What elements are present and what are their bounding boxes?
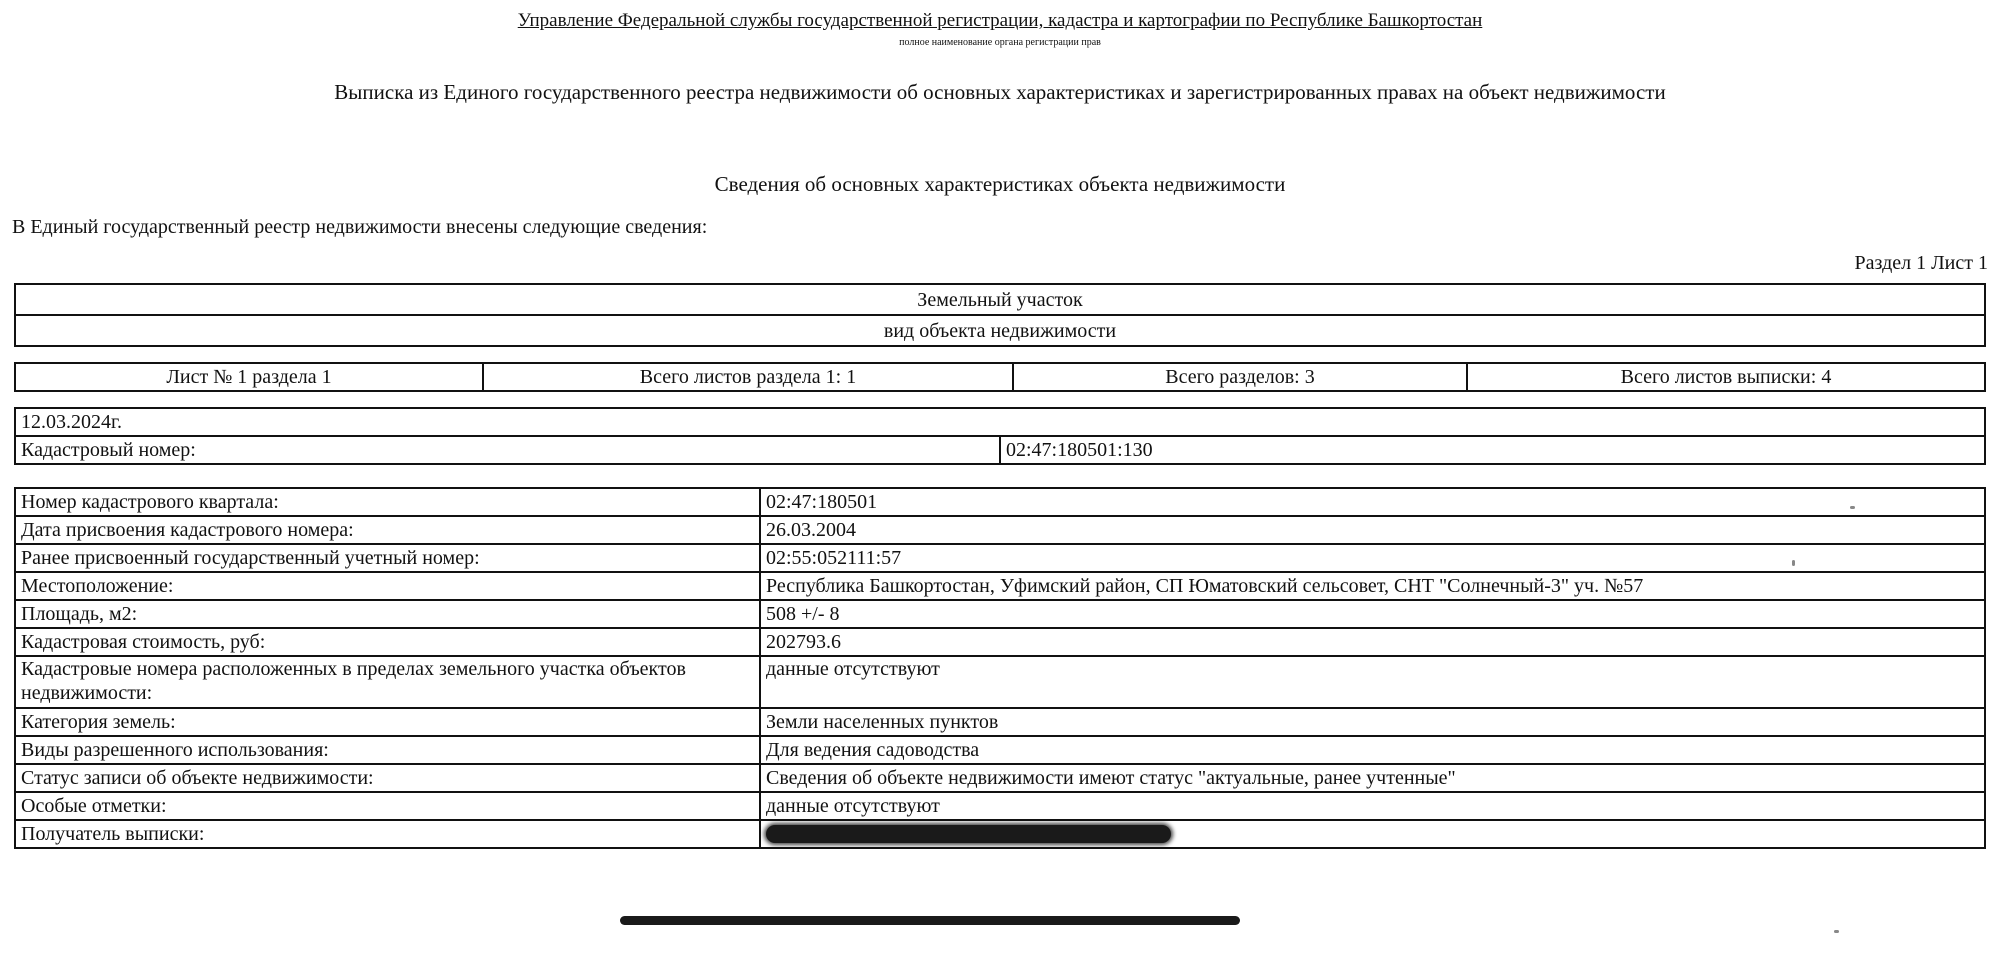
extract-title: Выписка из Единого государственного реестра недвижимости об основных характеристиках и зарегистрированных правах на объект недвижимости bbox=[334, 80, 1666, 104]
total-sheets-extract: Всего листов выписки: 4 bbox=[1467, 363, 1985, 391]
row-label: Статус записи об объекте недвижимости: bbox=[15, 764, 760, 792]
row-label: Получатель выписки: bbox=[15, 820, 760, 848]
redaction-mark bbox=[766, 825, 1171, 843]
table-row bbox=[15, 792, 1985, 820]
table-row bbox=[15, 736, 1985, 764]
table-row bbox=[15, 628, 1985, 656]
row-value: 02:55:052111:57 bbox=[760, 544, 1985, 572]
cadastral-number-label: Кадастровый номер: bbox=[15, 436, 1000, 464]
redaction-bar bbox=[620, 916, 1240, 925]
record-date: 12.03.2024г. bbox=[15, 408, 1985, 436]
row-value: 02:47:180501 bbox=[760, 488, 1985, 516]
sheet-reference: Раздел 1 Лист 1 bbox=[1854, 252, 1988, 274]
object-type-caption: вид объекта недвижимости bbox=[15, 315, 1985, 346]
section-title: Сведения об основных характеристиках объекта недвижимости bbox=[714, 172, 1286, 196]
row-label: Дата присвоения кадастрового номера: bbox=[15, 516, 760, 544]
row-label: Категория земель: bbox=[15, 708, 760, 736]
table-row bbox=[15, 820, 1985, 848]
row-value: Республика Башкортостан, Уфимский район, СП Юматовский сельсовет, СНТ "Солнечный-3" уч. №57 bbox=[760, 572, 1985, 600]
row-label: Виды разрешенного использования: bbox=[15, 736, 760, 764]
table-row bbox=[15, 544, 1985, 572]
sheets-table bbox=[14, 362, 1986, 392]
scan-artifact bbox=[1834, 930, 1839, 933]
table-row bbox=[15, 656, 1985, 708]
row-label: Площадь, м2: bbox=[15, 600, 760, 628]
sheet-number: Лист № 1 раздела 1 bbox=[15, 363, 483, 391]
total-sections: Всего разделов: 3 bbox=[1013, 363, 1467, 391]
object-type: Земельный участок bbox=[15, 284, 1985, 315]
scan-artifact bbox=[1792, 560, 1795, 566]
row-value: Для ведения садоводства bbox=[760, 736, 1985, 764]
table-row bbox=[15, 764, 1985, 792]
row-label: Особые отметки: bbox=[15, 792, 760, 820]
scan-artifact bbox=[1850, 506, 1855, 509]
row-label: Номер кадастрового квартала: bbox=[15, 488, 760, 516]
row-value: 508 +/- 8 bbox=[760, 600, 1985, 628]
table-row bbox=[15, 708, 1985, 736]
row-label: Кадастровая стоимость, руб: bbox=[15, 628, 760, 656]
total-sheets-section: Всего листов раздела 1: 1 bbox=[483, 363, 1013, 391]
row-value: 202793.6 bbox=[760, 628, 1985, 656]
intro-text: В Единый государственный реестр недвижимости внесены следующие сведения: bbox=[12, 216, 708, 238]
row-label: Кадастровые номера расположенных в пределах земельного участка объектов недвижимости: bbox=[15, 656, 760, 708]
characteristics-table bbox=[14, 487, 1986, 849]
row-value: данные отсутствуют bbox=[760, 792, 1985, 820]
record-header-table bbox=[14, 407, 1986, 465]
row-value: Земли населенных пунктов bbox=[760, 708, 1985, 736]
table-row bbox=[15, 516, 1985, 544]
table-row bbox=[15, 600, 1985, 628]
recipient-value bbox=[760, 820, 1985, 848]
row-label: Ранее присвоенный государственный учетный номер: bbox=[15, 544, 760, 572]
row-value: данные отсутствуют bbox=[760, 656, 1985, 708]
object-type-table bbox=[14, 283, 1986, 347]
organization-name: Управление Федеральной службы государственной регистрации, кадастра и картографии по Республике Башкортостан bbox=[517, 10, 1483, 31]
row-value: 26.03.2004 bbox=[760, 516, 1985, 544]
organization-caption: полное наименование органа регистрации прав bbox=[899, 37, 1101, 48]
row-label: Местоположение: bbox=[15, 572, 760, 600]
table-row bbox=[15, 572, 1985, 600]
table-row bbox=[15, 488, 1985, 516]
row-value: Сведения об объекте недвижимости имеют статус "актуальные, ранее учтенные" bbox=[760, 764, 1985, 792]
cadastral-number-value: 02:47:180501:130 bbox=[1000, 436, 1985, 464]
